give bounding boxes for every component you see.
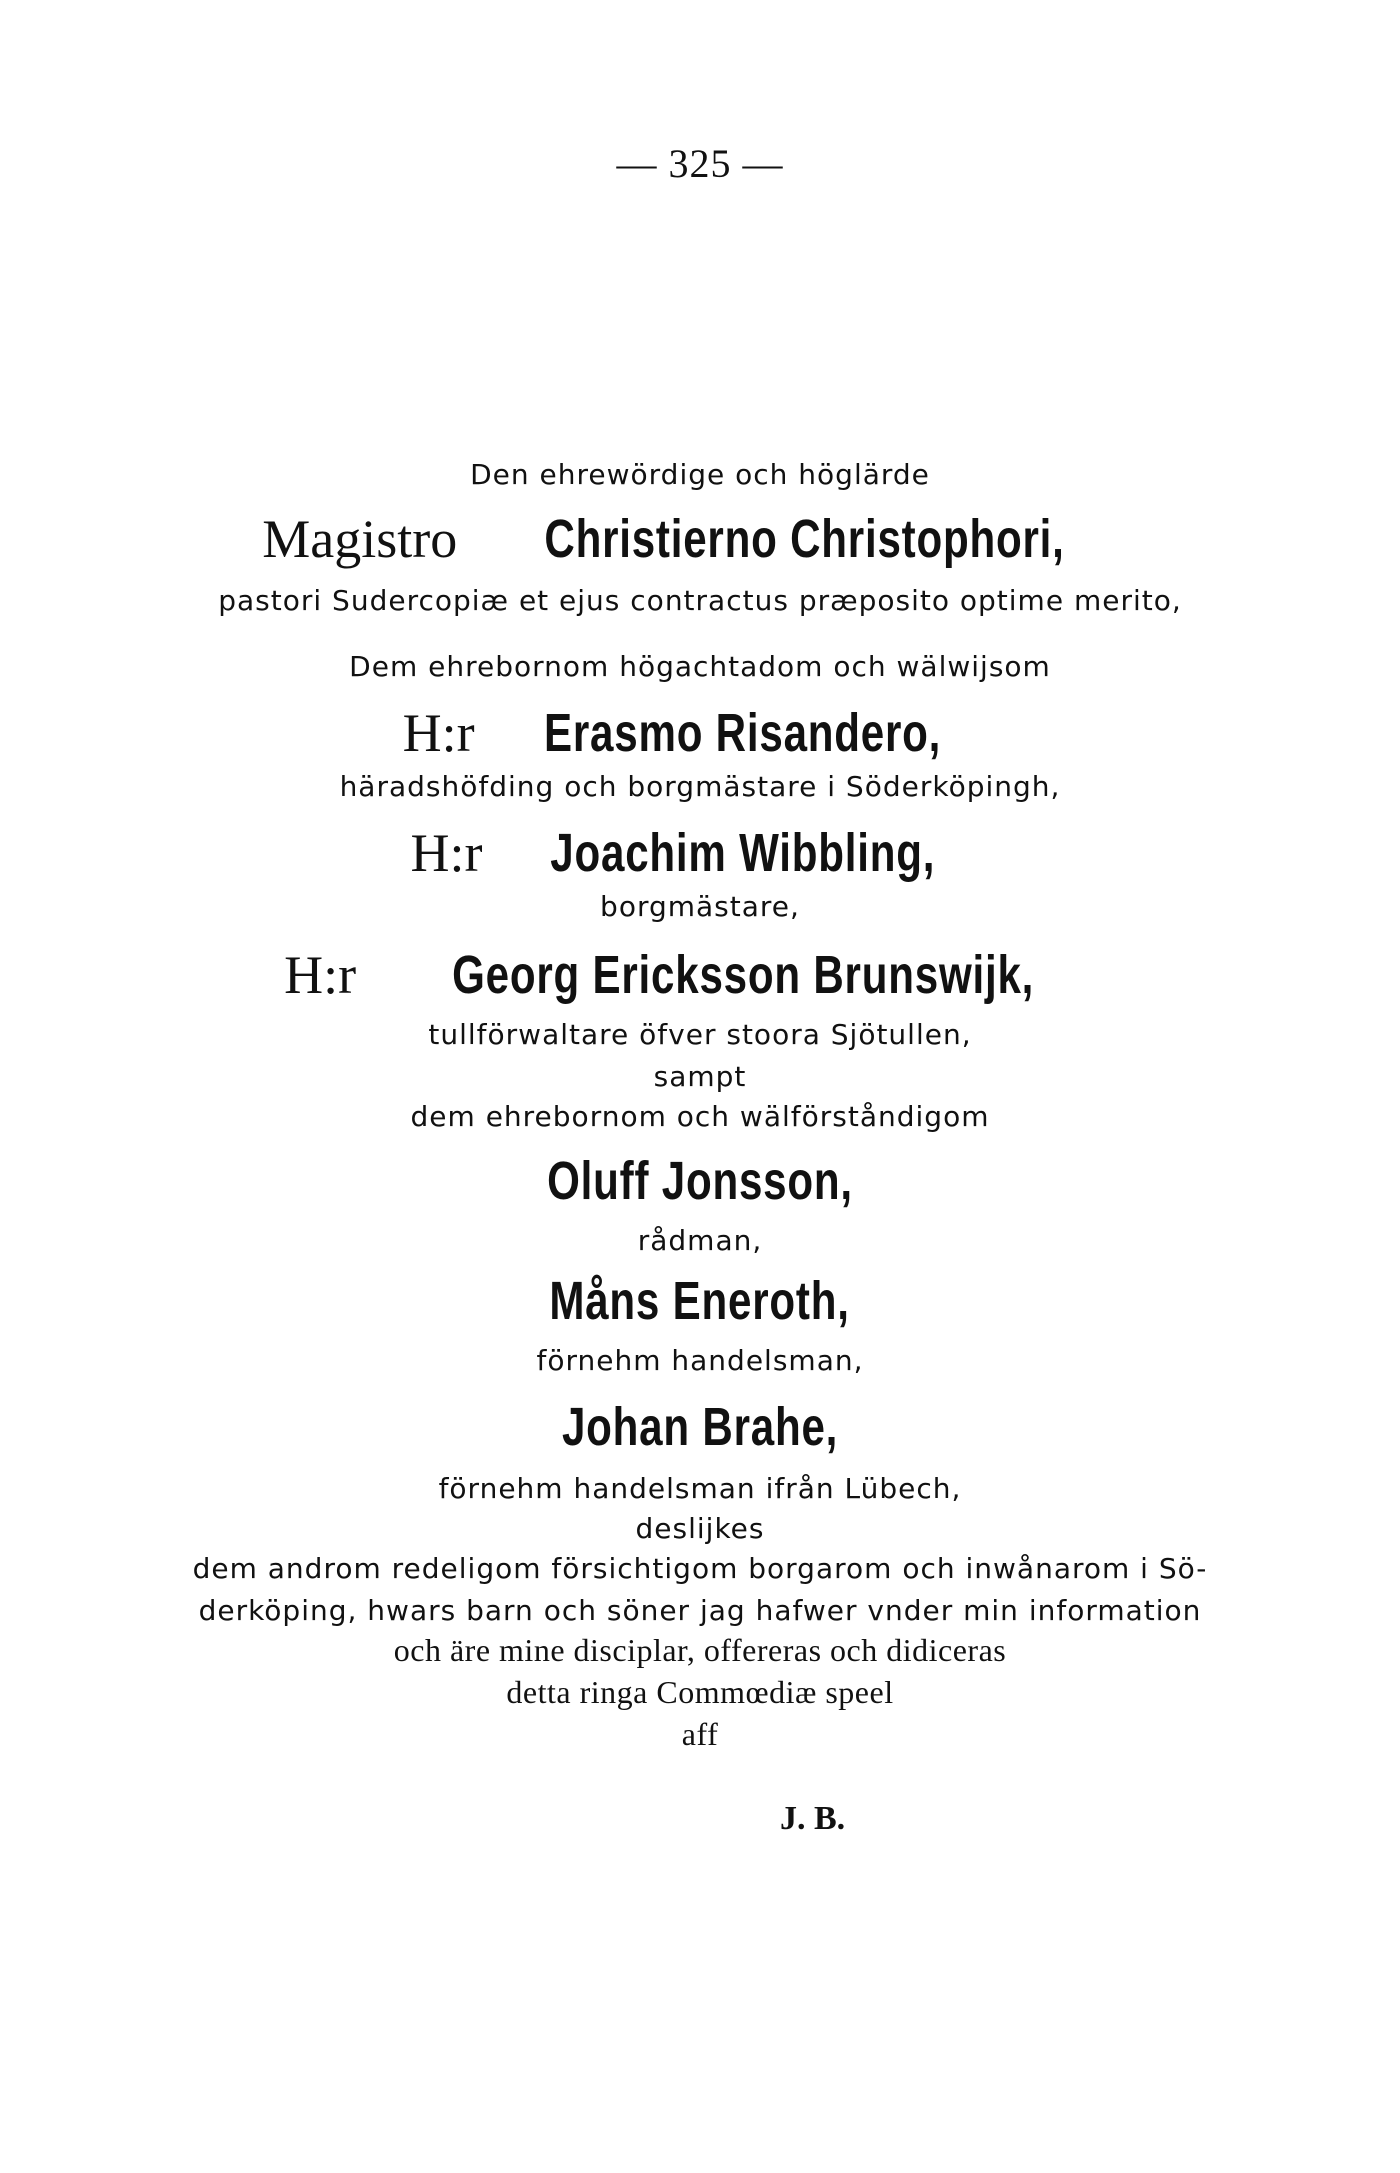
title-line: förnehm handelsman, [536,1344,864,1377]
name-text: Måns Eneroth, [549,1271,851,1331]
name-text: Georg Ericksson Brunswijk, [451,945,1034,1005]
title-line: rådman, [637,1224,763,1257]
body-line: aff [681,1716,719,1752]
name-prefix: H:r [402,703,475,763]
title-line: borgmästare, [600,890,800,923]
name-risandero [0,702,1400,764]
connector-line: sampt [653,1060,747,1093]
name-brahe [0,1396,1400,1458]
name-prefix: H:r [284,945,357,1005]
name-jonsson [0,1150,1400,1212]
page-number: — 325 — [616,141,784,186]
name-wibbling [0,822,1400,884]
name-prefix: H:r [410,823,483,883]
body-line: derköping, hwars barn och söner jag hafwer vnder min information [198,1594,1202,1627]
name-brunswijk [0,944,1400,1006]
title-line: pastori Sudercopiæ et ejus contractus præposito optime merito, [218,584,1182,617]
connector-line: deslijkes [635,1512,765,1545]
name-prefix: Magistro [262,509,458,569]
address-line: Dem ehrebornom högachtadom och wälwijsom [349,650,1051,683]
name-text: Joachim Wibbling, [550,823,936,883]
body-line: och äre mine disciplar, offereras och didiceras [393,1632,1007,1668]
body-line: dem androm redeligom försichtigom borgarom och inwånarom i Sö- [192,1552,1208,1585]
name-text: Erasmo Risandero, [544,703,942,763]
name-text: Christierno Christophori, [544,509,1065,569]
dedication-intro: Den ehrewördige och höglärde [470,458,930,491]
name-text: Oluff Jonsson, [547,1151,853,1211]
title-line: häradshöfding och borgmästare i Söderköpingh, [339,770,1061,803]
title-line: tullförwaltare öfver stoora Sjötullen, [428,1018,972,1051]
address-line: dem ehrebornom och wälförståndigom [410,1100,990,1133]
body-line: detta ringa Commœdiæ speel [506,1674,894,1710]
title-line: förnehm handelsman ifrån Lübech, [438,1472,962,1505]
name-magistro [0,508,1400,570]
name-text: Johan Brahe, [561,1397,839,1457]
name-eneroth [0,1270,1400,1332]
signature: J. B. [780,1800,846,1837]
